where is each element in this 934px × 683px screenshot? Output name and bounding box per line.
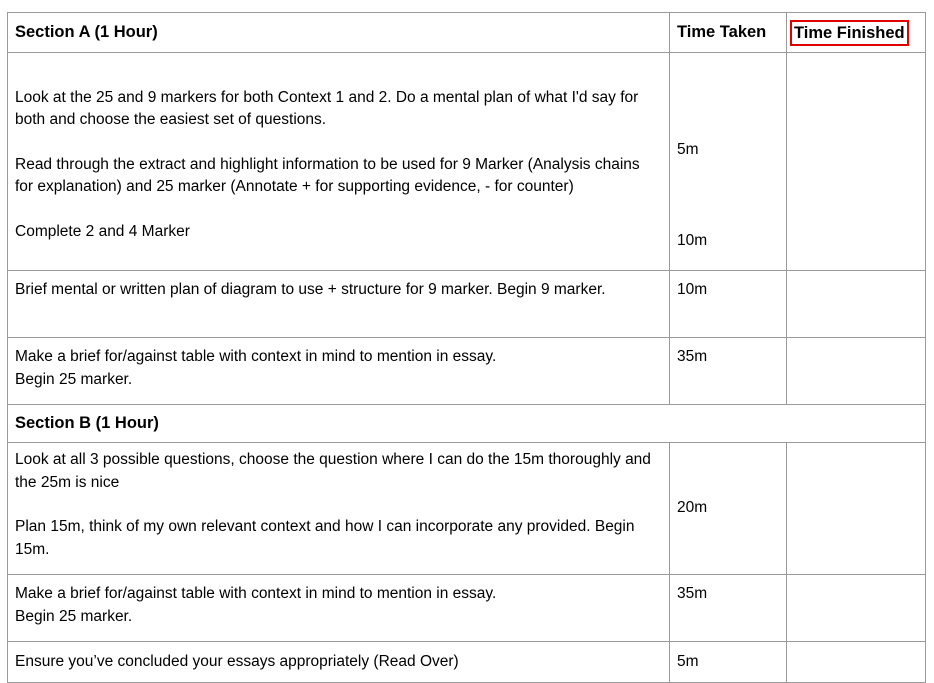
table-row [8,642,926,683]
time-finished-cell[interactable] [787,53,926,271]
task-line: Begin 25 marker. [15,607,133,625]
table-row [8,53,926,271]
task-cell [8,443,670,575]
table-row [8,575,926,642]
task-line: Make a brief for/against table with context in mind to mention in essay. [15,585,497,602]
time-finished-cell[interactable] [787,271,926,338]
exam-timing-table [7,12,926,683]
task-cell [8,575,670,642]
section-a-heading: Section A (1 Hour) [8,13,670,53]
paragraph-gap [15,132,662,154]
task-cell [8,53,670,271]
time-taken-cell: 35m [670,338,787,405]
paragraph-gap [15,494,662,516]
table-row [8,338,926,405]
task-cell: Brief mental or written plan of diagram to use + structure for 9 marker. Begin 9 marker. [8,271,670,338]
time-taken-cell: 20m [670,443,787,575]
time-taken-cell: 35m [670,575,787,642]
task-paragraph: Look at all 3 possible questions, choose the question where I can do the 15m thoroughly and the 25m is nice [15,451,651,491]
table-row [8,443,926,575]
time-taken-cell: 5m [670,642,787,683]
task-paragraph: Look at the 25 and 9 markers for both Context 1 and 2. Do a mental plan of what I'd say for both and choose the easiest set of questions. [15,88,639,129]
time-value: 10m [677,231,708,249]
task-paragraph: Plan 15m, think of my own relevant context and how I can incorporate any provided. Begin 15m. [15,518,635,558]
time-finished-cell[interactable] [787,443,926,575]
task-paragraph: Complete 2 and 4 Marker [15,222,190,240]
time-finished-heading-cell [787,13,926,53]
time-value: 5m [677,141,699,158]
time-finished-cell[interactable] [787,575,926,642]
time-taken-heading: Time Taken [670,13,787,53]
section-b-heading: Section B (1 Hour) [8,405,926,443]
time-taken-cell: 10m [670,271,787,338]
paragraph-gap [15,199,662,221]
time-finished-heading: Time Finished [790,20,909,46]
task-paragraph: Read through the extract and highlight information to be used for 9 Marker (Analysis chains for explanation) and 25 marker (Annotate + for supporting evidence, - for counter) [15,155,640,196]
time-finished-cell[interactable] [787,642,926,683]
time-finished-cell[interactable] [787,338,926,405]
task-cell [8,338,670,405]
task-line: Begin 25 marker. [15,370,133,388]
table-row [8,271,926,338]
section-b-row [8,405,926,443]
task-cell: Ensure you’ve concluded your essays appropriately (Read Over) [8,642,670,683]
time-taken-cell [670,53,787,271]
task-line: Make a brief for/against table with context in mind to mention in essay. [15,348,497,365]
header-row [8,13,926,53]
